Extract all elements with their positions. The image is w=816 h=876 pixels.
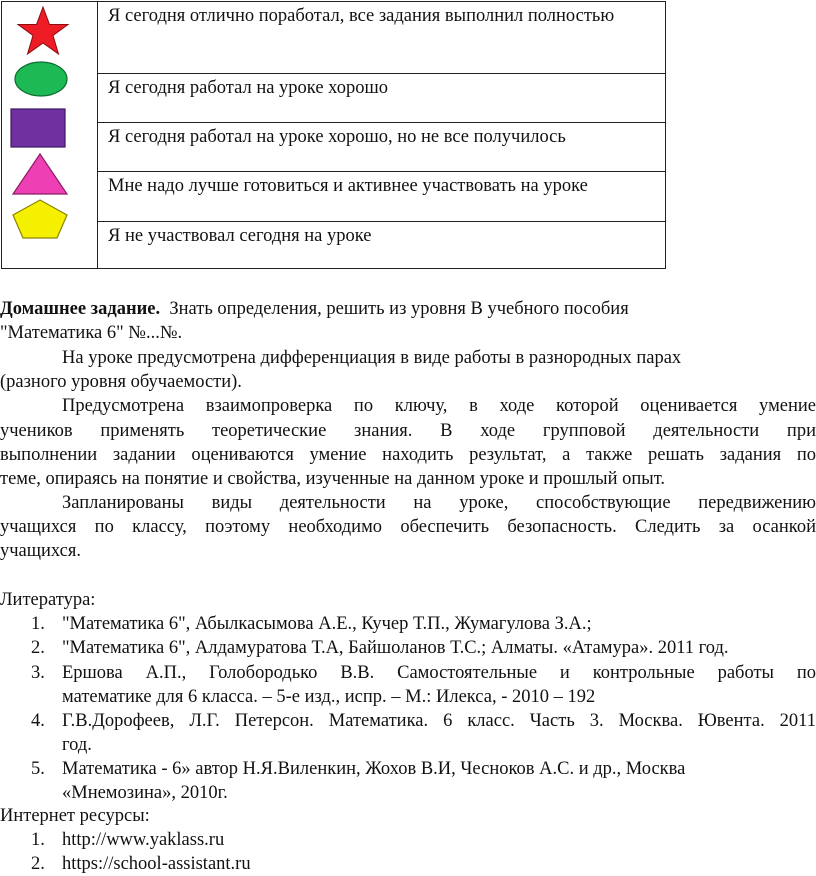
list-number: 4.: [31, 711, 45, 731]
paragraph-movement-cont: учащихся.: [0, 541, 81, 561]
internet-link[interactable]: http://www.yaklass.ru: [62, 830, 225, 850]
purple-rectangle-icon: [10, 108, 66, 148]
literature-heading: Литература:: [0, 590, 96, 610]
table-row-text-good: Я сегодня работал на уроке хорошо: [108, 78, 388, 98]
internet-heading: Интернет ресурсы:: [0, 806, 150, 826]
list-number: 1.: [31, 614, 45, 634]
internet-link[interactable]: https://school-assistant.ru: [62, 854, 251, 874]
green-ellipse-icon: [13, 60, 69, 98]
paragraph-peer-check-cont: учеников применять теоретические знания. В ходе групповой деятельности при: [0, 421, 816, 441]
literature-text: "Математика 6", Алдамуратова Т.А, Байшоланов Т.С.; Алматы. «Атамура». 2011 год.: [62, 638, 729, 658]
paragraph-peer-check-cont: выполнении задании оцениваются умение находить результат, а также решать задания по: [0, 445, 816, 465]
list-number: 2.: [31, 854, 45, 874]
literature-text: "Математика 6", Абылкасымова А.Е., Кучер Т.П., Жумагулова З.А.;: [62, 614, 592, 634]
red-star-icon: [15, 5, 71, 57]
homework-text: Знать определения, решить из уровня В учебного пособия: [169, 299, 629, 319]
paragraph-movement-cont: учащихся по классу, поэтому необходимо обеспечить безопасность. Следить за осанкой: [0, 517, 816, 537]
table-row-text-excellent: Я сегодня отлично поработал, все задания выполнил полностью: [108, 6, 615, 26]
list-number: 5.: [31, 759, 45, 779]
paragraph-movement: Запланированы виды деятельности на уроке, способствующие передвижению: [62, 493, 816, 513]
literature-text: Ершова А.П., Голобородько В.В. Самостоятельные и контрольные работы по: [62, 663, 816, 683]
self-assessment-table: [0, 0, 667, 270]
paragraph-peer-check-cont: теме, опираясь на понятие и свойства, изученные на данном уроке и прошлый опыт.: [0, 469, 666, 489]
table-row-text-improve: Мне надо лучше готовиться и активнее участвовать на уроке: [108, 176, 588, 196]
pink-triangle-icon: [11, 152, 69, 196]
table-row-text-partial: Я сегодня работал на уроке хорошо, но не все получилось: [108, 127, 566, 147]
literature-text: Г.В.Дорофеев, Л.Г. Петерсон. Математика. 6 класс. Часть 3. Москва. Ювента. 2011: [62, 711, 816, 731]
table-row-text-absent: Я не участвовал сегодня на уроке: [108, 226, 372, 246]
paragraph-peer-check: Предусмотрена взаимопроверка по ключу, в ходе которой оценивается умение: [62, 396, 816, 416]
literature-text: Математика - 6» автор Н.Я.Виленкин, Жохов В.И, Чесноков А.С. и др., Москва: [62, 759, 686, 779]
literature-text: год.: [62, 735, 92, 755]
homework-text-line2: "Математика 6" №...№.: [0, 323, 183, 343]
literature-text: математике для 6 класса. – 5-е изд., испр. – М.: Илекса, - 2010 – 192: [62, 687, 596, 707]
list-number: 1.: [31, 830, 45, 850]
literature-text: «Мнемозина», 2010г.: [62, 783, 228, 803]
paragraph-differentiation: На уроке предусмотрена дифференциация в виде работы в разнородных парах: [62, 348, 682, 368]
homework-label: Домашнее задание.: [0, 299, 161, 319]
yellow-pentagon-icon: [11, 198, 69, 240]
list-number: 3.: [31, 663, 45, 683]
homework-line: [0, 297, 816, 321]
paragraph-differentiation-cont: (разного уровня обучаемости).: [0, 372, 242, 392]
list-number: 2.: [31, 638, 45, 658]
table-column-divider: [97, 1, 98, 269]
